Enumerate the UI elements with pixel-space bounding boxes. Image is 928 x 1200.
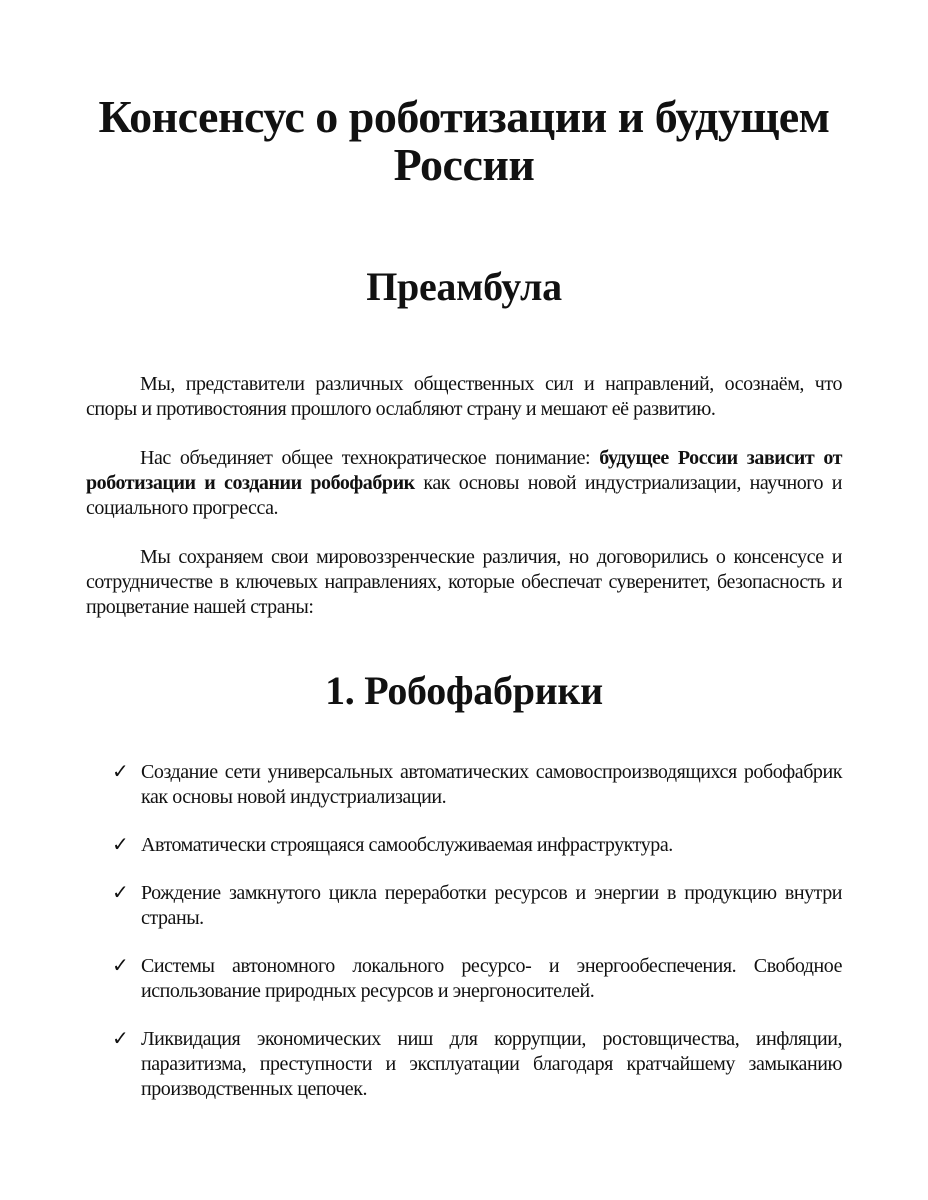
- list-item-text: Создание сети универсальных автоматических самовоспроизводящихся робофабрик как основы новой индустриализации.: [141, 761, 842, 808]
- preamble-paragraph-2: [86, 446, 842, 521]
- list-item-text: Автоматически строящаяся самообслуживаемая инфраструктура.: [141, 834, 673, 856]
- list-item: [86, 954, 842, 1004]
- preamble-paragraph-3: Мы сохраняем свои мировоззренческие различия, но договорились о консенсусе и сотрудничестве в ключевых направлениях, которые обеспечат суверенитет, безопасность и процветание нашей страны:: [86, 546, 842, 618]
- list-item-text: Системы автономного локального ресурсо- и энергообеспечения. Свободное использование природных ресурсов и энергоносителей.: [141, 955, 842, 1002]
- checkmark-icon: ✓: [112, 882, 129, 904]
- checkmark-icon: ✓: [112, 834, 129, 856]
- list-item-text: Ликвидация экономических ниш для коррупции, ростовщичества, инфляции, паразитизма, преступности и эксплуатации благодаря кратчайшему замыканию производственных цепочек.: [141, 1028, 842, 1100]
- paragraph-text: Нас объединяет общее технократическое понимание:: [140, 447, 600, 469]
- list-item: [86, 833, 842, 858]
- preamble-heading: Преамбула: [366, 264, 562, 309]
- bold-statement: будущее России зависит от роботизации и создании робофабрик: [86, 447, 842, 494]
- list-item-text: Рождение замкнутого цикла переработки ресурсов и энергии в продукцию внутри страны.: [141, 882, 842, 929]
- robofactories-list: [86, 760, 842, 1102]
- document-title: Консенсус о роботизации и будущем России: [98, 91, 830, 190]
- preamble-paragraph-1: Мы, представители различных общественных сил и направлений, осознаём, что споры и противостояния прошлого ослабляют страну и мешают её развитию.: [86, 373, 842, 420]
- paragraph-text: как основы новой индустриализации, научного и социального прогресса.: [86, 472, 842, 519]
- list-item: [86, 760, 842, 810]
- list-item: [86, 881, 842, 931]
- section-heading-robofactories: 1. Робофабрики: [325, 668, 603, 713]
- checkmark-icon: ✓: [112, 955, 129, 977]
- list-item: [86, 1027, 842, 1102]
- document-page: [86, 93, 842, 1125]
- checkmark-icon: ✓: [112, 761, 129, 783]
- checkmark-icon: ✓: [112, 1028, 129, 1050]
